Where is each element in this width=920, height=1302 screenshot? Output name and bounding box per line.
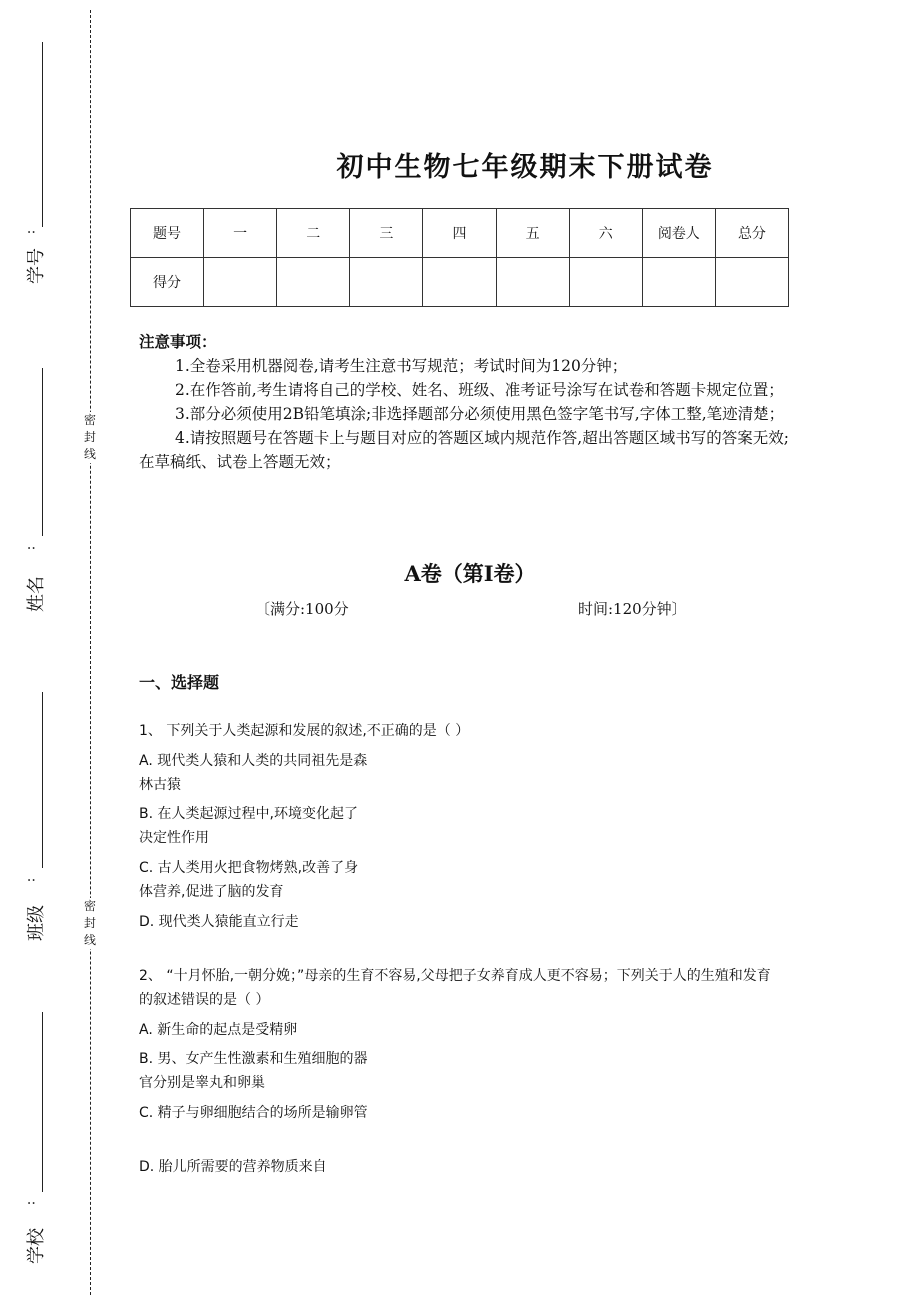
question-option[interactable]: D. 现代类人猿能直立行走 [139,914,299,930]
question-stem: 1、 下列关于人类起源和发展的叙述,不正确的是（ ） [139,723,470,739]
question-stem: 2、 “十月怀胎,一朝分娩；”母亲的生育不容易,父母把子女养育成人更不容易；下列关于人的生殖和发育的叙述错误的是（ ） [139,968,771,1008]
notice-item: 1.全卷采用机器阅卷,请考生注意书写规范；考试时间为120分钟； [175,357,628,375]
question-option[interactable]: D. 胎儿所需要的营养物质来自 [139,1159,327,1175]
table-header-cell: 题号 [131,209,204,258]
table-header-cell: 四 [423,209,496,258]
table-header-cell: 一 [204,209,277,258]
table-header-cell: 六 [569,209,642,258]
name-line[interactable] [42,368,43,536]
score-row-label: 得分 [131,258,204,307]
question-option[interactable]: B. 男、女产生性激素和生殖细胞的器官分别是睾丸和卵巢 [139,1051,368,1091]
score-cell[interactable] [496,258,569,307]
paper-section-title: A卷（第I卷） [404,561,536,586]
score-cell[interactable] [715,258,788,307]
full-score: 〔满分:100分 [255,600,349,618]
notice-block [139,330,789,474]
page-title: 初中生物七年级期末下册试卷 [336,152,714,183]
class-line[interactable] [42,692,43,868]
notice-item: 3.部分必须使用2B铅笔填涂;非选择题部分必须使用黑色签字笔书写,字体工整,笔迹清楚； [175,405,785,423]
question-option[interactable]: A. 新生命的起点是受精卵 [139,1022,298,1038]
table-header-cell: 五 [496,209,569,258]
section-title: 一、选择题 [139,673,220,692]
school-colon: : [22,1200,39,1206]
score-cell[interactable] [277,258,350,307]
exam-time: 时间:120分钟〕 [578,600,687,618]
school-label: 学校 [26,1228,47,1264]
question-option[interactable]: A. 现代类人猿和人类的共同祖先是森林古猿 [139,753,368,793]
score-table-header-row [131,209,789,258]
score-cell[interactable] [569,258,642,307]
notice-heading: 注意事项： [139,332,217,351]
question-option[interactable]: C. 古人类用火把食物烤熟,改善了身体营养,促进了脑的发育 [139,860,359,900]
score-cell[interactable] [204,258,277,307]
table-header-cell: 二 [277,209,350,258]
score-cell[interactable] [642,258,715,307]
table-header-cell: 阅卷人 [642,209,715,258]
score-table [130,208,789,307]
score-table-score-row [131,258,789,307]
score-cell[interactable] [350,258,423,307]
class-colon: : [22,877,39,883]
student-id-line[interactable] [42,42,43,227]
seal-text-lower: 密 封 线 [83,899,96,947]
question-option[interactable]: C. 精子与卵细胞结合的场所是输卵管 [139,1105,368,1121]
class-label: 班级 [26,905,47,941]
name-colon: : [22,545,39,551]
notice-item: 2.在作答前,考生请将自己的学校、姓名、班级、准考证号涂写在试卷和答题卡规定位置； [175,381,784,399]
name-label: 姓名 [26,576,47,612]
seal-text-upper: 密 封 线 [83,413,96,461]
student-id-label: 学号 [26,248,47,284]
student-id-colon: : [22,229,39,235]
school-line[interactable] [42,1012,43,1192]
table-header-cell: 总分 [715,209,788,258]
binding-dashed-line [90,10,91,1295]
notice-item: 4.请按照题号在答题卡上与题目对应的答题区域内规范作答,超出答题区域书写的答案无效;在草稿纸、试卷上答题无效； [139,429,789,471]
score-cell[interactable] [423,258,496,307]
table-header-cell: 三 [350,209,423,258]
question-option[interactable]: B. 在人类起源过程中,环境变化起了决定性作用 [139,806,358,846]
